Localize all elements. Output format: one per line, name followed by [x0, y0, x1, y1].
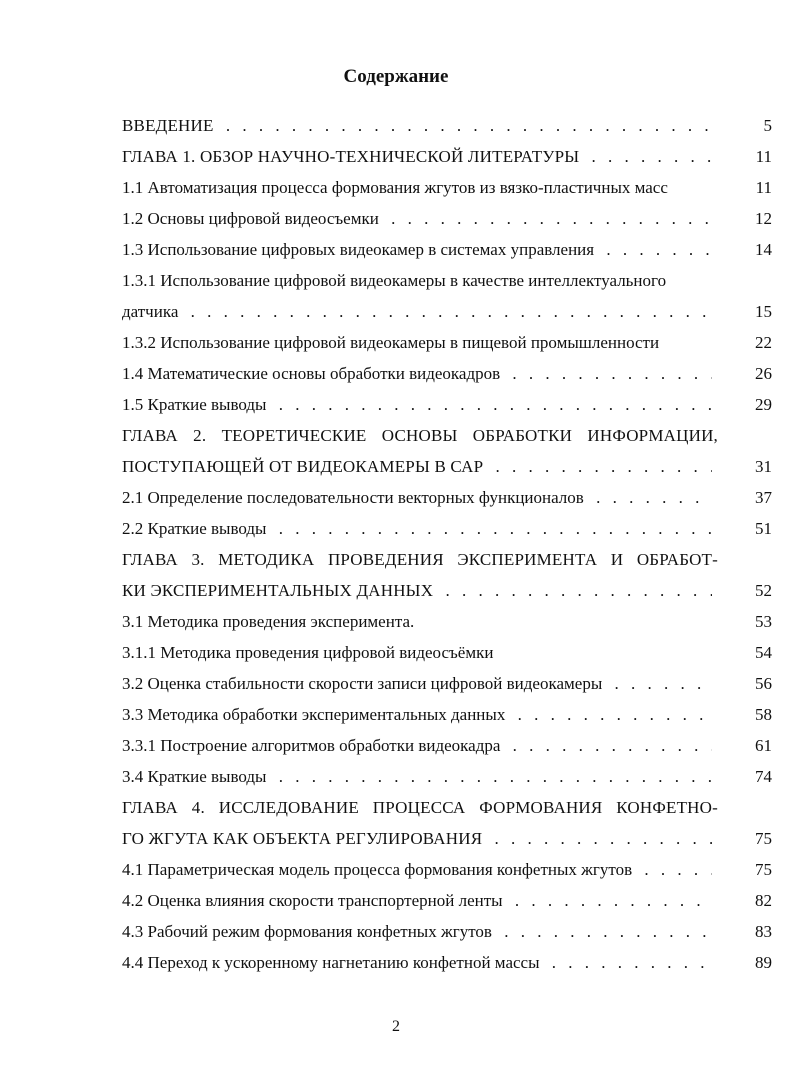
toc-entry [122, 825, 772, 856]
page-number: 2 [392, 1018, 400, 1035]
toc-entry-label: 1.2 Основы цифровой видеосъемки [122, 209, 383, 228]
toc-entry [122, 360, 772, 391]
toc-entry-label: 3.3.1 Построение алгоритмов обработки видеокадра [122, 736, 504, 755]
toc-entry [122, 236, 772, 267]
toc-entry-page: 74 [755, 767, 772, 786]
toc-entry [122, 143, 772, 174]
toc-entry-label: 1.1 Автоматизация процесса формования жгутов из вязко-пластичных масс [122, 178, 672, 197]
toc-entry-page: 31 [755, 457, 772, 476]
toc-entry [122, 608, 772, 639]
toc-entry [122, 484, 772, 515]
toc-entry [122, 701, 772, 732]
toc-entry-label: КИ ЭКСПЕРИМЕНТАЛЬНЫХ ДАННЫХ [122, 581, 437, 600]
toc-entry [122, 391, 772, 422]
toc-entry-page: 15 [755, 302, 772, 321]
toc-entry-label: 3.1 Методика проведения эксперимента. [122, 612, 418, 631]
toc-entry-label: 2.1 Определение последовательности векторных функционалов [122, 488, 588, 507]
toc-entry-label: 1.3.2 Использование цифровой видеокамеры в пищевой промышленности [122, 333, 663, 352]
toc-entry-page: 22 [755, 333, 772, 352]
toc-entry [122, 763, 772, 794]
toc-entry-label: 3.2 Оценка стабильности скорости записи цифровой видеокамеры [122, 674, 606, 693]
toc-entry [122, 732, 772, 763]
toc-entry-page: 37 [755, 488, 772, 507]
page-title: Содержание [343, 66, 449, 87]
toc-entry-page: 54 [755, 643, 772, 662]
toc-entry-page: 61 [755, 736, 772, 755]
toc-entry [122, 112, 772, 143]
toc-entry-label: 1.3.1 Использование цифровой видеокамеры в качестве интеллектуального [122, 271, 670, 290]
toc-entry [122, 794, 772, 825]
toc-entry-page: 56 [755, 674, 772, 693]
toc-entry [122, 174, 772, 205]
toc-entry-page: 52 [755, 581, 772, 600]
toc-entry-page: 58 [755, 705, 772, 724]
toc-entry-page: 53 [755, 612, 772, 631]
toc-entry [122, 670, 772, 701]
toc-entry-page: 5 [763, 116, 772, 135]
toc-entry [122, 918, 772, 949]
toc-entry [122, 267, 772, 298]
toc-entry-label: 4.1 Параметрическая модель процесса формования конфетных жгутов [122, 860, 636, 879]
toc-entry-label: 1.3 Использование цифровых видеокамер в системах управления [122, 240, 598, 259]
toc-entry [122, 422, 772, 453]
toc-entry-label: ГЛАВА 3. МЕТОДИКА ПРОВЕДЕНИЯ ЭКСПЕРИМЕНТА И ОБРАБОТ- [122, 550, 722, 569]
toc-entry-label: ГО ЖГУТА КАК ОБЪЕКТА РЕГУЛИРОВАНИЯ [122, 829, 486, 848]
table-of-contents [122, 112, 772, 980]
toc-entry-label: ПОСТУПАЮЩЕЙ ОТ ВИДЕОКАМЕРЫ В САР [122, 457, 487, 476]
toc-entry [122, 856, 772, 887]
toc-entry-page: 75 [755, 860, 772, 879]
toc-entry [122, 515, 772, 546]
toc-entry [122, 298, 772, 329]
toc-entry-page: 83 [755, 922, 772, 941]
toc-entry-page: 89 [755, 953, 772, 972]
toc-entry-page: 11 [755, 147, 772, 166]
toc-entry-page: 11 [755, 178, 772, 197]
toc-entry-label: 1.5 Краткие выводы [122, 395, 270, 414]
toc-entry [122, 639, 772, 670]
toc-entry-label: датчика [122, 302, 182, 321]
toc-entry-label: ГЛАВА 2. ТЕОРЕТИЧЕСКИЕ ОСНОВЫ ОБРАБОТКИ ИНФОРМАЦИИ, [122, 426, 722, 445]
toc-entry-label: ГЛАВА 1. ОБЗОР НАУЧНО-ТЕХНИЧЕСКОЙ ЛИТЕРАТУРЫ [122, 147, 583, 166]
toc-entry-label: 4.4 Переход к ускоренному нагнетанию конфетной массы [122, 953, 544, 972]
toc-entry-page: 12 [755, 209, 772, 228]
toc-entry-label: ГЛАВА 4. ИССЛЕДОВАНИЕ ПРОЦЕССА ФОРМОВАНИЯ КОНФЕТНО- [122, 798, 722, 817]
toc-entry [122, 329, 772, 360]
toc-entry-label: 4.3 Рабочий режим формования конфетных жгутов [122, 922, 496, 941]
toc-entry-page: 51 [755, 519, 772, 538]
toc-entry-page: 82 [755, 891, 772, 910]
toc-entry [122, 577, 772, 608]
toc-entry [122, 887, 772, 918]
toc-entry [122, 205, 772, 236]
toc-entry-label: 2.2 Краткие выводы [122, 519, 270, 538]
toc-entry [122, 546, 772, 577]
toc-entry-label: 4.2 Оценка влияния скорости транспортерной ленты [122, 891, 507, 910]
toc-entry-page: 75 [755, 829, 772, 848]
toc-entry-page: 29 [755, 395, 772, 414]
toc-entry-page: 14 [755, 240, 772, 259]
toc-entry [122, 949, 772, 980]
toc-entry-label: 3.1.1 Методика проведения цифровой видеосъёмки [122, 643, 497, 662]
toc-entry-label: 3.3 Методика обработки экспериментальных данных [122, 705, 509, 724]
toc-entry-label: 1.4 Математические основы обработки видеокадров [122, 364, 504, 383]
toc-entry [122, 453, 772, 484]
toc-entry-page: 26 [755, 364, 772, 383]
toc-entry-label: 3.4 Краткие выводы [122, 767, 270, 786]
toc-entry-label: ВВЕДЕНИЕ [122, 116, 218, 135]
